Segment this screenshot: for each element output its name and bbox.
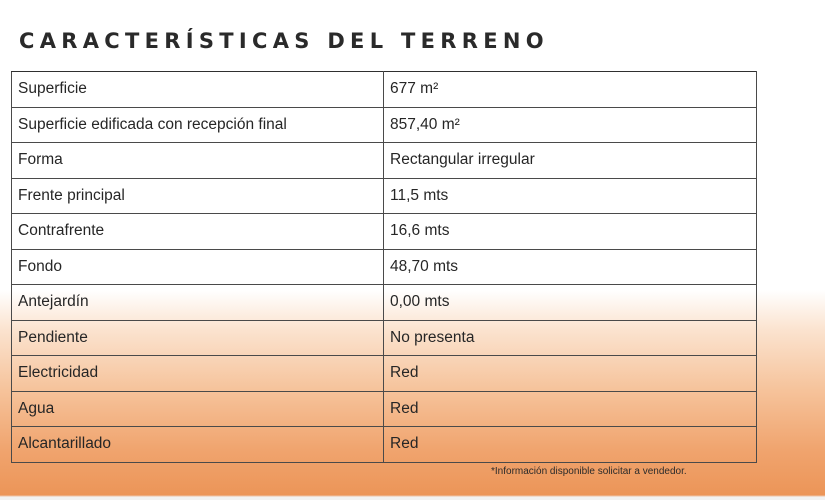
row-value: 11,5 mts [384,178,757,214]
row-value: Red [384,356,757,392]
row-label: Electricidad [12,356,384,392]
row-label: Forma [12,143,384,179]
row-label: Frente principal [12,178,384,214]
table-row [12,107,757,143]
row-value: 677 m² [384,72,757,108]
characteristics-table [11,71,757,463]
row-value: 16,6 mts [384,214,757,250]
row-value: Red [384,427,757,463]
row-value: 857,40 m² [384,107,757,143]
row-label: Superficie edificada con recepción final [12,107,384,143]
row-value: 48,70 mts [384,249,757,285]
table-row [12,72,757,108]
table-row [12,214,757,250]
page-title: CARACTERÍSTICAS DEL TERRENO [19,29,549,53]
row-label: Fondo [12,249,384,285]
row-label: Contrafrente [12,214,384,250]
row-label: Alcantarillado [12,427,384,463]
table-row [12,143,757,179]
row-value: 0,00 mts [384,285,757,321]
table-row [12,427,757,463]
table-row [12,285,757,321]
table-row [12,320,757,356]
table-row [12,391,757,427]
row-value: Red [384,391,757,427]
table-row [12,356,757,392]
row-label: Antejardín [12,285,384,321]
table-row [12,249,757,285]
row-label: Pendiente [12,320,384,356]
table-row [12,178,757,214]
row-value: No presenta [384,320,757,356]
footnote: *Información disponible solicitar a vendedor. [491,466,687,477]
row-value: Rectangular irregular [384,143,757,179]
row-label: Superficie [12,72,384,108]
row-label: Agua [12,391,384,427]
